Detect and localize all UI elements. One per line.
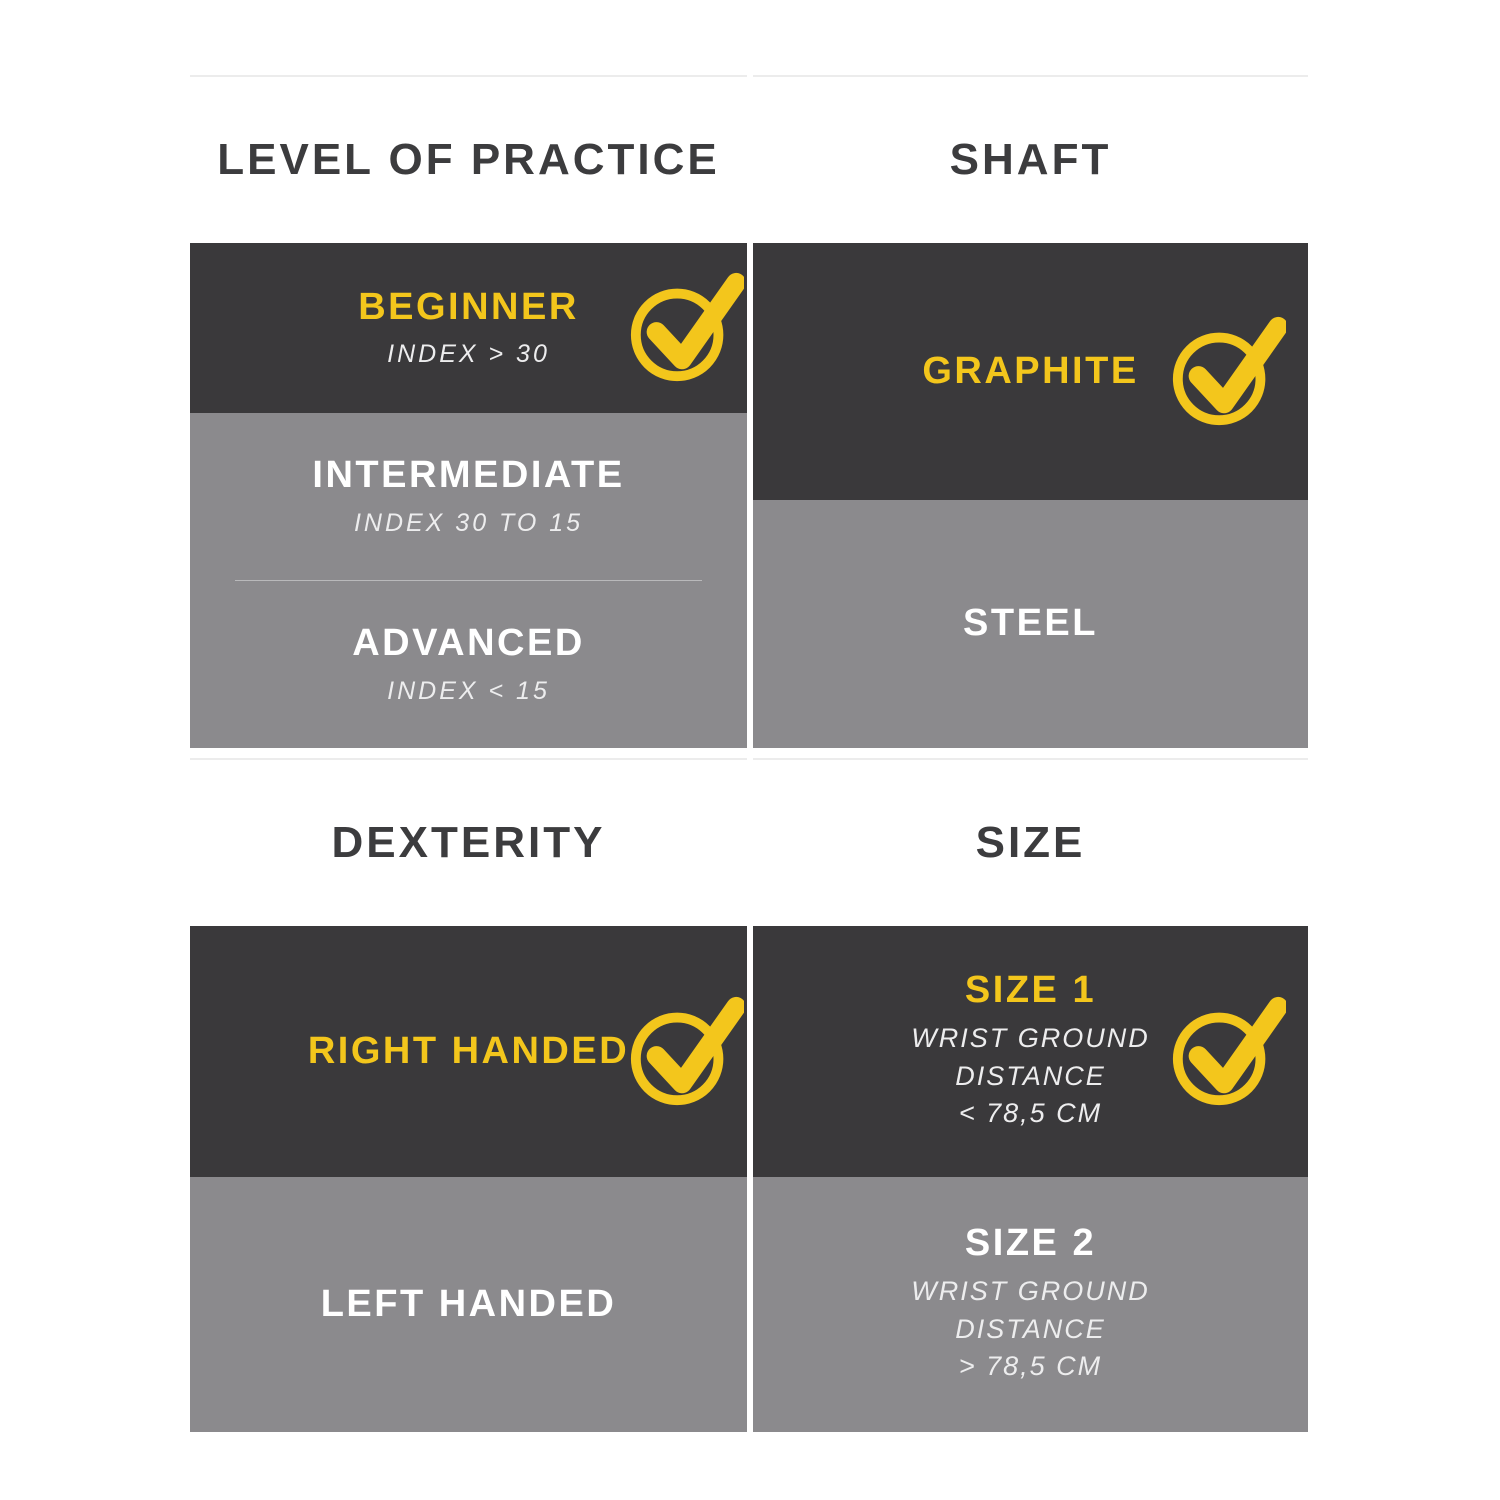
section-title-shaft: SHAFT (949, 135, 1112, 184)
option-sublines (911, 1273, 1149, 1386)
check-circle-icon (1168, 313, 1286, 431)
option-label: GRAPHITE (922, 349, 1139, 392)
option-steel[interactable] (753, 500, 1308, 748)
option-subline: < 78,5 CM (958, 1098, 1103, 1129)
option-label: SIZE 1 (964, 968, 1097, 1011)
option-graphite[interactable] (753, 243, 1308, 500)
option-advanced[interactable] (190, 581, 747, 748)
option-label: BEGINNER (358, 285, 579, 328)
option-label: LEFT HANDED (320, 1282, 617, 1325)
option-subline: DISTANCE (955, 1313, 1106, 1344)
section-title-dexterity: DEXTERITY (331, 818, 606, 867)
option-sublabel: INDEX 30 TO 15 (353, 508, 584, 537)
option-sublines (911, 1020, 1149, 1133)
level-of-practice-card (190, 75, 747, 750)
option-subline: WRIST GROUND (911, 1022, 1150, 1053)
option-label: SIZE 2 (964, 1221, 1097, 1264)
option-sublabel: INDEX > 30 (387, 340, 550, 369)
check-circle-icon (1168, 993, 1286, 1111)
section-title-size: SIZE (975, 818, 1086, 867)
option-beginner[interactable] (190, 243, 747, 413)
option-label: RIGHT HANDED (307, 1029, 630, 1072)
shaft-card (753, 75, 1308, 750)
option-subline: > 78,5 CM (958, 1351, 1103, 1382)
unselected-options-panel (190, 413, 747, 748)
option-right-handed[interactable] (190, 926, 747, 1177)
check-circle-icon (626, 993, 744, 1111)
option-subline: WRIST GROUND (911, 1275, 1150, 1306)
option-label: STEEL (963, 602, 1098, 645)
size-card (753, 758, 1308, 1434)
option-intermediate[interactable] (190, 413, 747, 580)
dexterity-card (190, 758, 747, 1434)
check-circle-icon (626, 269, 744, 387)
option-label: INTERMEDIATE (312, 454, 625, 497)
option-size-2[interactable] (753, 1177, 1308, 1432)
option-subline: DISTANCE (955, 1060, 1106, 1091)
section-title-level-of-practice: LEVEL OF PRACTICE (217, 135, 720, 184)
option-label: ADVANCED (352, 622, 585, 665)
option-left-handed[interactable] (190, 1177, 747, 1432)
option-sublabel: INDEX < 15 (387, 676, 550, 705)
option-size-1[interactable] (753, 926, 1308, 1177)
